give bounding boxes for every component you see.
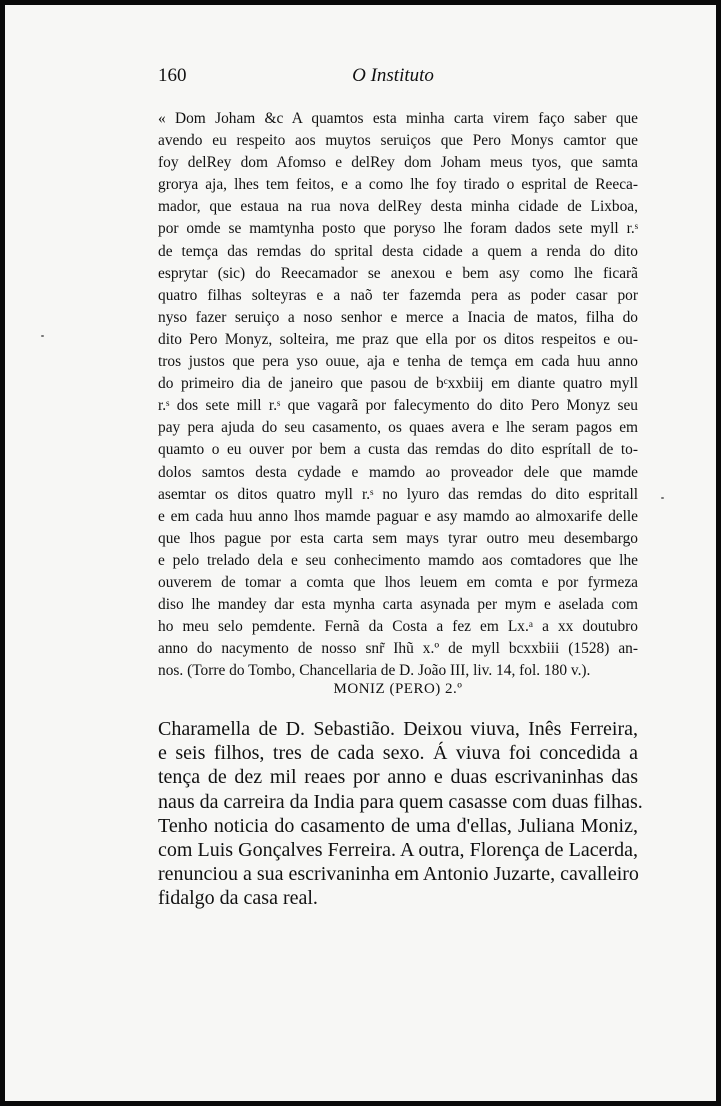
quoted-document [158, 108, 638, 682]
document-line: grorya aja, lhes tem feitos, e a como lhe foy tirado o esprital de Reeca- [158, 176, 638, 194]
document-line: anno do nacymento de nosso snr̃ Ihũ x.º de myll bcxxbiii (1528) an- [158, 640, 638, 658]
document-line: e pelo trelado dela e seu conhecimento mamdo aos comtadores que lhe [158, 551, 638, 569]
document-line: quatro filhas solteyras e a naõ ter fazemda pera as poder casar por [158, 286, 638, 304]
body-line: fidalgo da casa real. [158, 887, 318, 910]
running-title: O Instituto [352, 65, 434, 86]
document-line: ho meu selo pemdente. Fernã da Costa a fez em Lx.ᵃ a xx doutubro [158, 618, 638, 636]
body-line: com Luis Gonçalves Ferreira. A outra, Florença de Lacerda, [158, 839, 638, 862]
document-line: por omde se mamtynha posto que poryso lhe foram dados sete myll r.ˢ [158, 220, 638, 238]
page-number: 160 [158, 65, 187, 86]
scan-speck [41, 335, 44, 337]
body-line: Charamella de D. Sebastião. Deixou viuva, Inês Ferreira, [158, 718, 638, 740]
document-line: asemtar os ditos quatro myll r.ˢ no lyuro das remdas do dito espritall [158, 485, 638, 503]
document-line: dolos samtos desta cydade e mamdo ao proveador dele que mamde [158, 463, 638, 481]
document-line: esprytar (sic) do Reecamador se anexou e bem asy como lhe ficarã [158, 264, 638, 282]
body-paragraph [158, 717, 643, 911]
body-line: Tenho noticia do casamento de uma d'ellas, Juliana Moniz, [158, 814, 638, 837]
section-heading [158, 681, 638, 698]
document-line: avendo eu respeito aos muytos seruiços que Pero Monys camtor que [158, 132, 638, 150]
document-line: de temça das remdas do sprital desta cidade a quem a renda do dito [158, 242, 638, 260]
document-line: ouverem de tomar a comta que lhos leuem em comta e por fyrmeza [158, 573, 638, 591]
document-line: pay pera ajuda do seu casamento, os quaes avera e lhe seram pagos em [158, 419, 638, 437]
body-line: e seis filhos, tres de cada sexo. Á viuva foi concedida a [158, 742, 638, 765]
section-heading-text: MONIZ (PERO) 2.º [333, 681, 463, 697]
document-line: r.ˢ dos sete mill r.ˢ que vagarã por falecymento do dito Pero Monyz seu [158, 397, 638, 415]
page-header [158, 65, 628, 93]
document-line: que lhos pague por esta carta sem mays tyrar outro meu desembargo [158, 529, 638, 547]
document-line: quamto o eu ouver por bem a custa das remdas do dito esprítall de to- [158, 441, 638, 459]
body-line: tença de dez mil reaes por anno e duas escrivaninhas das [158, 766, 638, 789]
document-line: dito Pero Monyz, solteira, me praz que ella por os ditos respeitos e ou- [158, 330, 638, 348]
document-line: do primeiro dia de janeiro que pasou de bᶜxxbiij em diante quatro myll [158, 375, 638, 393]
document-line: foy delRey dom Afomso e delRey dom Joham meus tyos, que samta [158, 154, 638, 172]
document-line: « Dom Joham &c A quamtos esta minha carta virem faço saber que [158, 110, 638, 127]
document-line: nos. (Torre do Tombo, Chancellaria de D. João III, liv. 14, fol. 180 v.). [158, 662, 591, 680]
document-line: e em cada huu anno lhos mamde paguar e asy mamdo ao almoxarife delle [158, 507, 638, 525]
scan-speck [661, 497, 664, 499]
document-line: nyso fazer seruiço a noso senhor e merce a Inacia de matos, filha do [158, 308, 638, 326]
document-line: mador, que estaua na rua nova delRey desta minha cidade de Lixboa, [158, 198, 638, 216]
document-line: diso lhe mandey dar esta mynha carta asynada per mym e aselada com [158, 596, 638, 614]
document-line: tros justos que pera yso ouue, aja e tenha de temça em cada huu anno [158, 353, 638, 371]
body-line: naus da carreira da India para quem casasse com duas filhas. [158, 790, 643, 813]
body-line: renunciou a sua escrivaninha em Antonio Juzarte, cavalleiro [158, 863, 639, 886]
